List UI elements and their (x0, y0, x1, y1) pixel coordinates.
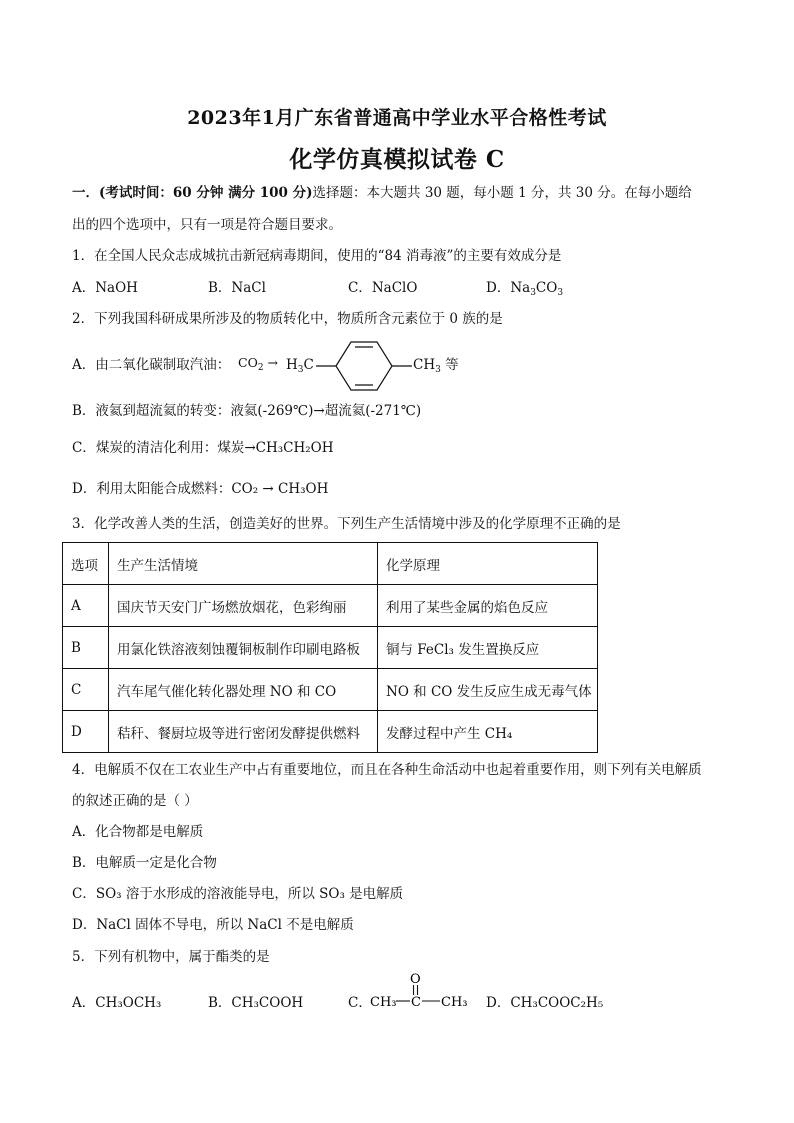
q2-option-a-h3c: $H_3C$ (286, 357, 314, 375)
q2-option-a-label: A．由二氧化碳制取汽油： (72, 357, 231, 373)
q2-option-d: D．利用太阳能合成燃料：CO₂ → CH₃OH (72, 481, 329, 497)
table-cell: A (63, 585, 109, 627)
table-row (63, 711, 598, 753)
exam-title: 2023年1月广东省普通高中学业水平合格性考试 (187, 107, 607, 129)
table-cell: 发酵过程中产生 CH₄ (378, 711, 598, 753)
q3-stem: 3．化学改善人类的生活，创造美好的世界。下列生产生活情境中涉及的化学原理不正确的是 (72, 516, 621, 532)
q5-option-a: A．CH₃OCH₃ (72, 995, 162, 1011)
ketone-left-group: CH₃ (370, 995, 397, 1010)
q2-option-a-reactant: $CO_2$ → (238, 355, 279, 373)
ketone-structure-diagram (368, 970, 480, 1014)
intro-line-2: 出的四个选项中，只有一项是符合题目要求。 (72, 217, 342, 233)
table-cell: C (63, 669, 109, 711)
q4-stem-line-2: 的叙述正确的是（ ） (72, 793, 198, 809)
q5-stem: 5．下列有机物中，属于酯类的是 (72, 949, 270, 965)
table-cell: 汽车尾气催化转化器处理 NO 和 CO (109, 669, 378, 711)
intro-bold: 一．(考试时间：60 分钟 满分 100 分) (72, 185, 313, 201)
q1-stem: 1．在全国人民众志成城抗击新冠病毒期间，使用的“84 消毒液”的主要有效成分是 (72, 248, 562, 264)
ketone-oxygen: O (410, 972, 421, 987)
table-cell: 铜与 FeCl₃ 发生置换反应 (378, 627, 598, 669)
table-cell: D (63, 711, 109, 753)
q5-option-b: B．CH₃COOH (208, 995, 304, 1011)
q5-option-c-label: C． (348, 995, 372, 1011)
exam-subtitle: 化学仿真模拟试卷 C (289, 146, 505, 173)
q4-option-d: D．NaCl 固体不导电，所以 NaCl 不是电解质 (72, 917, 354, 933)
table-cell: B (63, 627, 109, 669)
q2-option-b: B．液氦到超流氦的转变：液氦(-269℃)→超流氦(-271℃) (72, 403, 422, 419)
table-cell: 利用了某些金属的焰色反应 (378, 585, 598, 627)
q4-option-b: B．电解质一定是化合物 (72, 855, 217, 871)
q1-option-b: B．NaCl (208, 280, 266, 296)
q4-option-a: A．化合物都是电解质 (72, 824, 204, 840)
q4-stem-line-1: 4．电解质不仅在工农业生产中占有重要地位，而且在各种生命活动中也起着重要作用，则下列有关电解质 (72, 762, 702, 778)
table-row (63, 585, 598, 627)
intro-line-1 (72, 187, 692, 201)
ketone-right-group: CH₃ (441, 995, 468, 1010)
benzene-ring-diagram (316, 336, 412, 396)
table-header-row (63, 543, 598, 585)
q3-table (62, 542, 598, 753)
table-row (63, 627, 598, 669)
table-cell: 秸秆、餐厨垃圾等进行密闭发酵提供燃料 (109, 711, 378, 753)
q2-option-a-ch3: $CH_3$ 等 (413, 357, 459, 375)
table-header-cell: 生产生活情境 (109, 543, 378, 585)
q2-option-c: C．煤炭的清洁化利用：煤炭→CH₃CH₂OH (72, 440, 334, 456)
intro-text: 选择题：本大题共 30 题，每小题 1 分，共 30 分。在每小题给 (312, 185, 692, 201)
q5-option-d: D．CH₃COOC₂H₅ (486, 995, 604, 1011)
table-cell: 国庆节天安门广场燃放烟花，色彩绚丽 (109, 585, 378, 627)
q1-option-a: A．NaOH (72, 280, 138, 296)
q2-stem: 2．下列我国科研成果所涉及的物质转化中，物质所含元素位于 0 族的是 (72, 311, 503, 327)
table-header-cell: 化学原理 (378, 543, 598, 585)
table-row (63, 669, 598, 711)
table-cell: NO 和 CO 发生反应生成无毒气体 (378, 669, 598, 711)
q1-option-c: C．NaClO (348, 280, 418, 296)
table-cell: 用氯化铁溶液刻蚀覆铜板制作印刷电路板 (109, 627, 378, 669)
q4-option-c: C．SO₃ 溶于水形成的溶液能导电，所以 SO₃ 是电解质 (72, 886, 404, 902)
table-header-cell: 选项 (63, 543, 109, 585)
ketone-carbon: C (411, 995, 421, 1010)
q1-option-d: D．$Na_3CO_3$ (486, 280, 564, 298)
